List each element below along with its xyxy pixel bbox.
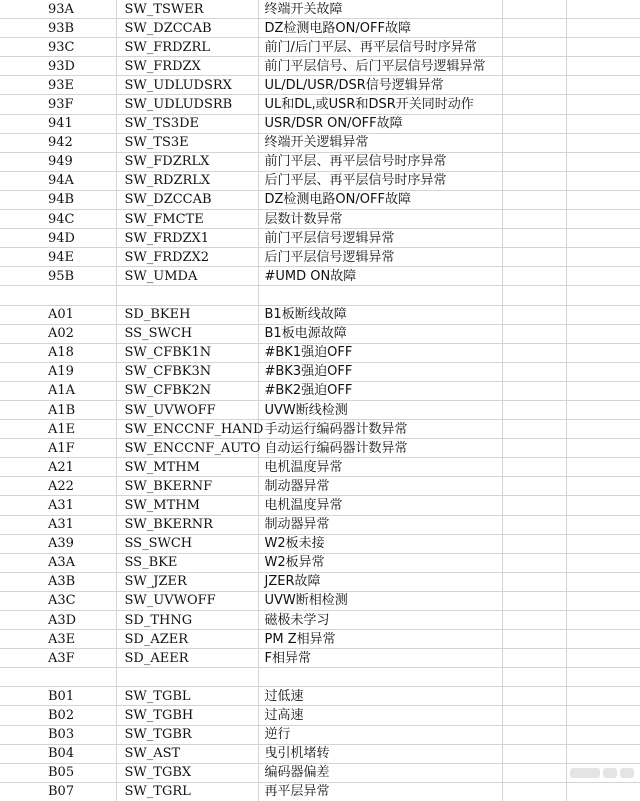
cell-empty[interactable] <box>502 458 566 477</box>
cell-signal-name[interactable]: SW_RDZRLX <box>116 171 258 190</box>
table-row <box>0 38 640 57</box>
cell-code[interactable]: B02 <box>0 706 116 725</box>
table-row <box>0 458 640 477</box>
cell-signal-name[interactable]: SW_TS3DE <box>116 114 258 133</box>
cell-signal-name[interactable]: SW_UVWOFF <box>116 400 258 419</box>
cell-code[interactable]: 93A <box>0 0 116 19</box>
table-row <box>0 248 640 267</box>
cell-empty[interactable] <box>566 305 640 324</box>
cell-code[interactable]: A22 <box>0 477 116 496</box>
cell-code[interactable]: B03 <box>0 725 116 744</box>
cell-signal-name[interactable]: SW_MTHM <box>116 496 258 515</box>
cell-empty[interactable] <box>502 133 566 152</box>
cell-empty[interactable] <box>502 362 566 381</box>
table-row <box>0 725 640 744</box>
cell-empty[interactable] <box>502 611 566 630</box>
cell-empty[interactable] <box>502 152 566 171</box>
cell-code[interactable]: A31 <box>0 515 116 534</box>
cell-empty[interactable] <box>502 591 566 610</box>
cell-signal-name[interactable]: SS_BKE <box>116 553 258 572</box>
cell-code[interactable]: A3A <box>0 553 116 572</box>
cell-description[interactable]: 电机温度异常 <box>258 458 502 477</box>
cell-description[interactable]: 后门平层信号逻辑异常 <box>258 248 502 267</box>
cell-signal-name[interactable]: SD_BKEH <box>116 305 258 324</box>
cell-description[interactable]: 自动运行编码器计数异常 <box>258 439 502 458</box>
cell-code[interactable]: 941 <box>0 114 116 133</box>
cell-description[interactable]: UVW断相检测 <box>258 591 502 610</box>
table-row <box>0 477 640 496</box>
cell-code[interactable]: 942 <box>0 133 116 152</box>
cell-code[interactable]: 93D <box>0 57 116 76</box>
cell-empty[interactable] <box>566 152 640 171</box>
cell-empty[interactable] <box>566 782 640 801</box>
cell-empty[interactable] <box>502 210 566 229</box>
cell-empty[interactable] <box>566 95 640 114</box>
cell-empty[interactable] <box>566 114 640 133</box>
cell-empty[interactable] <box>566 439 640 458</box>
cell-signal-name[interactable]: SW_BKERNR <box>116 515 258 534</box>
cell-empty[interactable] <box>566 171 640 190</box>
cell-description[interactable]: #BK1强迫OFF <box>258 343 502 362</box>
cell-empty[interactable] <box>502 400 566 419</box>
cell-empty[interactable] <box>502 515 566 534</box>
cell-code[interactable]: B04 <box>0 744 116 763</box>
cell-description[interactable]: 前门/后门平层、再平层信号时序异常 <box>258 38 502 57</box>
cell-empty[interactable] <box>566 477 640 496</box>
cell-description[interactable]: UL/DL/USR/DSR信号逻辑异常 <box>258 76 502 95</box>
cell-signal-name[interactable]: SW_FRDZX2 <box>116 248 258 267</box>
cell-signal-name[interactable]: SD_AZER <box>116 630 258 649</box>
table-row <box>0 591 640 610</box>
cell-empty[interactable] <box>502 687 566 706</box>
cell-empty[interactable] <box>566 362 640 381</box>
cell-description[interactable]: 终端开关逻辑异常 <box>258 133 502 152</box>
cell-empty[interactable] <box>566 687 640 706</box>
cell-empty[interactable] <box>566 534 640 553</box>
watermark-logo-icon <box>620 768 634 778</box>
table-row <box>0 439 640 458</box>
cell-description[interactable]: 过低速 <box>258 687 502 706</box>
cell-empty[interactable] <box>502 744 566 763</box>
table-row <box>0 744 640 763</box>
table-row <box>0 649 640 668</box>
table-row <box>0 57 640 76</box>
cell-description[interactable]: JZER故障 <box>258 572 502 591</box>
cell-empty[interactable] <box>566 744 640 763</box>
cell-empty[interactable] <box>566 572 640 591</box>
table-row <box>0 630 640 649</box>
cell-description[interactable] <box>258 668 502 687</box>
table-row <box>0 782 640 801</box>
cell-description[interactable]: 磁极未学习 <box>258 611 502 630</box>
cell-empty[interactable] <box>502 649 566 668</box>
cell-signal-name[interactable] <box>116 668 258 687</box>
cell-description[interactable]: 前门平层信号、后门平层信号逻辑异常 <box>258 57 502 76</box>
cell-code[interactable]: 94D <box>0 229 116 248</box>
cell-empty[interactable] <box>566 267 640 286</box>
cell-description[interactable]: DZ检测电路ON/OFF故障 <box>258 190 502 209</box>
cell-code[interactable]: 94B <box>0 190 116 209</box>
table-row <box>0 343 640 362</box>
cell-signal-name[interactable]: SW_CFBK1N <box>116 343 258 362</box>
cell-signal-name[interactable]: SW_TGBX <box>116 763 258 782</box>
cell-empty[interactable] <box>566 343 640 362</box>
table-row <box>0 400 640 419</box>
table-row <box>0 572 640 591</box>
cell-code[interactable]: A1E <box>0 420 116 439</box>
cell-empty[interactable] <box>502 630 566 649</box>
cell-signal-name[interactable]: SW_FRDZX1 <box>116 229 258 248</box>
cell-empty[interactable] <box>502 57 566 76</box>
cell-signal-name[interactable]: SW_TGRL <box>116 782 258 801</box>
cell-empty[interactable] <box>502 0 566 19</box>
cell-code[interactable]: 94E <box>0 248 116 267</box>
cell-empty[interactable] <box>502 572 566 591</box>
cell-empty[interactable] <box>566 0 640 19</box>
cell-code[interactable]: B01 <box>0 687 116 706</box>
cell-empty[interactable] <box>566 515 640 534</box>
cell-code[interactable]: A1A <box>0 381 116 400</box>
cell-empty[interactable] <box>566 706 640 725</box>
table-row <box>0 305 640 324</box>
cell-code[interactable]: A39 <box>0 534 116 553</box>
cell-signal-name[interactable]: SD_AEER <box>116 649 258 668</box>
cell-code[interactable]: A3B <box>0 572 116 591</box>
cell-description[interactable]: UVW断线检测 <box>258 400 502 419</box>
cell-description[interactable]: 制动器异常 <box>258 477 502 496</box>
cell-empty[interactable] <box>502 782 566 801</box>
cell-empty[interactable] <box>502 706 566 725</box>
cell-empty[interactable] <box>566 210 640 229</box>
table-row <box>0 171 640 190</box>
cell-empty[interactable] <box>502 763 566 782</box>
cell-empty[interactable] <box>566 668 640 687</box>
watermark-logo-icon <box>570 768 600 778</box>
cell-signal-name[interactable]: SW_ENCCNF_AUTO <box>116 439 258 458</box>
table-row <box>0 19 640 38</box>
cell-empty[interactable] <box>502 477 566 496</box>
cell-description[interactable]: UL和DL,或USR和DSR开关同时动作 <box>258 95 502 114</box>
cell-empty[interactable] <box>566 496 640 515</box>
cell-empty[interactable] <box>566 611 640 630</box>
table-row <box>0 420 640 439</box>
table-row <box>0 267 640 286</box>
cell-signal-name[interactable]: SW_TGBH <box>116 706 258 725</box>
table-row <box>0 515 640 534</box>
cell-description[interactable]: B1板断线故障 <box>258 305 502 324</box>
cell-code[interactable]: A31 <box>0 496 116 515</box>
cell-code[interactable]: A1B <box>0 400 116 419</box>
cell-code[interactable]: 93F <box>0 95 116 114</box>
table-row <box>0 229 640 248</box>
cell-signal-name[interactable]: SS_SWCH <box>116 534 258 553</box>
cell-empty[interactable] <box>502 305 566 324</box>
cell-signal-name[interactable]: SW_TGBL <box>116 687 258 706</box>
blank-row <box>0 286 640 305</box>
cell-signal-name[interactable]: SW_JZER <box>116 572 258 591</box>
cell-description[interactable]: 电机温度异常 <box>258 496 502 515</box>
cell-code[interactable]: A19 <box>0 362 116 381</box>
cell-description[interactable]: PM Z相异常 <box>258 630 502 649</box>
cell-code[interactable]: A3F <box>0 649 116 668</box>
cell-empty[interactable] <box>502 381 566 400</box>
cell-code[interactable]: 949 <box>0 152 116 171</box>
watermark <box>570 764 634 782</box>
cell-empty[interactable] <box>502 668 566 687</box>
cell-signal-name[interactable]: SW_MTHM <box>116 458 258 477</box>
cell-empty[interactable] <box>502 496 566 515</box>
cell-description[interactable]: 前门平层、再平层信号时序异常 <box>258 152 502 171</box>
cell-empty[interactable] <box>502 553 566 572</box>
cell-description[interactable]: #BK3强迫OFF <box>258 362 502 381</box>
cell-description[interactable]: USR/DSR ON/OFF故障 <box>258 114 502 133</box>
cell-code[interactable]: A01 <box>0 305 116 324</box>
cell-description[interactable]: B1板电源故障 <box>258 324 502 343</box>
cell-empty[interactable] <box>566 725 640 744</box>
cell-code[interactable]: 94A <box>0 171 116 190</box>
cell-signal-name[interactable]: SW_FRDZRL <box>116 38 258 57</box>
cell-empty[interactable] <box>566 400 640 419</box>
cell-description[interactable]: 手动运行编码器计数异常 <box>258 420 502 439</box>
cell-empty[interactable] <box>566 420 640 439</box>
cell-code[interactable]: B07 <box>0 782 116 801</box>
table-row <box>0 763 640 782</box>
table-row <box>0 133 640 152</box>
table-row <box>0 95 640 114</box>
table-row <box>0 190 640 209</box>
cell-empty[interactable] <box>502 95 566 114</box>
table-row <box>0 496 640 515</box>
cell-empty[interactable] <box>566 38 640 57</box>
cell-signal-name[interactable]: SW_DZCCAB <box>116 19 258 38</box>
cell-empty[interactable] <box>566 133 640 152</box>
cell-empty[interactable] <box>502 114 566 133</box>
cell-empty[interactable] <box>566 19 640 38</box>
cell-empty[interactable] <box>502 439 566 458</box>
cell-code[interactable]: A3C <box>0 591 116 610</box>
table-row <box>0 0 640 19</box>
cell-empty[interactable] <box>502 76 566 95</box>
cell-description[interactable]: 逆行 <box>258 725 502 744</box>
cell-empty[interactable] <box>502 534 566 553</box>
cell-signal-name[interactable]: SW_CFBK2N <box>116 381 258 400</box>
cell-code[interactable]: 95B <box>0 267 116 286</box>
cell-description[interactable]: #BK2强迫OFF <box>258 381 502 400</box>
cell-signal-name[interactable]: SW_ENCCNF_HAND <box>116 420 258 439</box>
cell-empty[interactable] <box>566 286 640 305</box>
table-row <box>0 553 640 572</box>
table-row <box>0 706 640 725</box>
cell-description[interactable]: 终端开关故障 <box>258 0 502 19</box>
cell-description[interactable]: 制动器异常 <box>258 515 502 534</box>
cell-empty[interactable] <box>502 420 566 439</box>
cell-signal-name[interactable]: SW_TSWER <box>116 0 258 19</box>
cell-empty[interactable] <box>502 248 566 267</box>
cell-empty[interactable] <box>566 57 640 76</box>
table-row <box>0 210 640 229</box>
cell-description[interactable]: W2板异常 <box>258 553 502 572</box>
cell-signal-name[interactable]: SW_UMDA <box>116 267 258 286</box>
cell-signal-name[interactable] <box>116 286 258 305</box>
cell-description[interactable]: 后门平层、再平层信号时序异常 <box>258 171 502 190</box>
cell-code[interactable]: B05 <box>0 763 116 782</box>
cell-description[interactable] <box>258 286 502 305</box>
blank-row <box>0 668 640 687</box>
cell-empty[interactable] <box>502 343 566 362</box>
cell-empty[interactable] <box>566 76 640 95</box>
cell-signal-name[interactable]: SW_FDZRLX <box>116 152 258 171</box>
cell-signal-name[interactable]: SS_SWCH <box>116 324 258 343</box>
table-row <box>0 324 640 343</box>
cell-empty[interactable] <box>566 630 640 649</box>
cell-empty[interactable] <box>566 458 640 477</box>
cell-code[interactable]: 93B <box>0 19 116 38</box>
cell-empty[interactable] <box>502 324 566 343</box>
cell-signal-name[interactable]: SD_THNG <box>116 611 258 630</box>
cell-description[interactable]: W2板未接 <box>258 534 502 553</box>
cell-empty[interactable] <box>566 553 640 572</box>
cell-signal-name[interactable]: SW_FRDZX <box>116 57 258 76</box>
cell-signal-name[interactable]: SW_TS3E <box>116 133 258 152</box>
cell-description[interactable]: 前门平层信号逻辑异常 <box>258 229 502 248</box>
cell-code[interactable]: 94C <box>0 210 116 229</box>
cell-description[interactable]: F相异常 <box>258 649 502 668</box>
cell-code[interactable]: A3D <box>0 611 116 630</box>
cell-empty[interactable] <box>566 248 640 267</box>
cell-signal-name[interactable]: SW_UDLUDSRX <box>116 76 258 95</box>
table-row <box>0 76 640 95</box>
cell-code[interactable]: A18 <box>0 343 116 362</box>
cell-description[interactable]: 编码器偏差 <box>258 763 502 782</box>
cell-empty[interactable] <box>502 190 566 209</box>
watermark-logo-icon <box>603 768 617 778</box>
cell-signal-name[interactable]: SW_AST <box>116 744 258 763</box>
cell-code[interactable]: 93E <box>0 76 116 95</box>
cell-empty[interactable] <box>502 38 566 57</box>
cell-signal-name[interactable]: SW_TGBR <box>116 725 258 744</box>
cell-empty[interactable] <box>566 591 640 610</box>
cell-code[interactable] <box>0 286 116 305</box>
cell-empty[interactable] <box>566 649 640 668</box>
cell-signal-name[interactable]: SW_CFBK3N <box>116 362 258 381</box>
cell-code[interactable]: A3E <box>0 630 116 649</box>
cell-code[interactable]: A02 <box>0 324 116 343</box>
cell-empty[interactable] <box>502 171 566 190</box>
table-row <box>0 381 640 400</box>
cell-signal-name[interactable]: SW_UDLUDSRB <box>116 95 258 114</box>
table-row <box>0 152 640 171</box>
cell-code[interactable]: 93C <box>0 38 116 57</box>
cell-empty[interactable] <box>502 229 566 248</box>
cell-code[interactable] <box>0 668 116 687</box>
cell-empty[interactable] <box>502 725 566 744</box>
cell-description[interactable]: #UMD ON故障 <box>258 267 502 286</box>
cell-empty[interactable] <box>566 229 640 248</box>
cell-signal-name[interactable]: SW_FMCTE <box>116 210 258 229</box>
cell-signal-name[interactable]: SW_BKERNF <box>116 477 258 496</box>
cell-code[interactable]: A21 <box>0 458 116 477</box>
cell-description[interactable]: DZ检测电路ON/OFF故障 <box>258 19 502 38</box>
cell-empty[interactable] <box>566 324 640 343</box>
cell-empty[interactable] <box>502 286 566 305</box>
table-row <box>0 687 640 706</box>
table-row <box>0 611 640 630</box>
cell-empty[interactable] <box>502 19 566 38</box>
cell-description[interactable]: 曳引机堵转 <box>258 744 502 763</box>
table-row <box>0 534 640 553</box>
cell-signal-name[interactable]: SW_DZCCAB <box>116 190 258 209</box>
table-row <box>0 114 640 133</box>
cell-description[interactable]: 层数计数异常 <box>258 210 502 229</box>
table-row <box>0 362 640 381</box>
cell-description[interactable]: 过高速 <box>258 706 502 725</box>
cell-signal-name[interactable]: SW_UVWOFF <box>116 591 258 610</box>
cell-description[interactable]: 再平层异常 <box>258 782 502 801</box>
cell-empty[interactable] <box>566 381 640 400</box>
cell-empty[interactable] <box>502 267 566 286</box>
cell-empty[interactable] <box>566 190 640 209</box>
cell-code[interactable]: A1F <box>0 439 116 458</box>
